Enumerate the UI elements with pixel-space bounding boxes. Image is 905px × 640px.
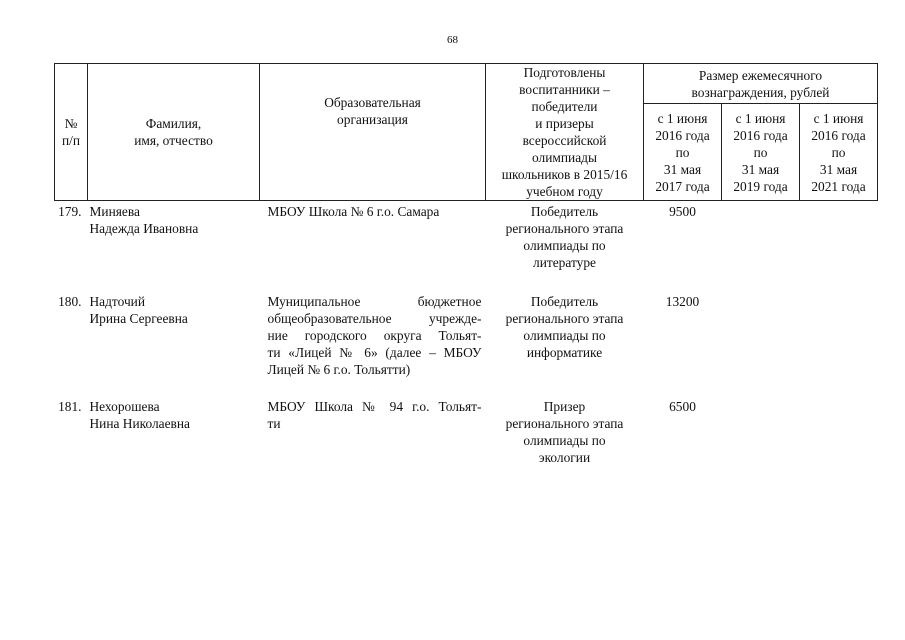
row-number: 180. [58, 293, 82, 309]
row-amount-2021 [800, 396, 878, 476]
row-organization: Муниципальное бюджетное общеобразовательное учрежде- ние городского округа Тольят- ти «Лицей № 6» (далее – МБОУ Лицей № 6 г.о. Тольятти) [267, 293, 482, 377]
row-achievement: Победитель регионального этапа олимпиады по литературе [505, 204, 624, 270]
row-number: 179. [58, 204, 82, 219]
row-amount-2019 [722, 396, 800, 476]
table-row [55, 291, 878, 396]
row-organization: МБОУ Школа № 94 г.о. Тольят- ти [267, 398, 482, 431]
row-amount-2017: 9500 [669, 204, 696, 219]
header-period-2019: с 1 июня 2016 года по 31 мая 2019 года [722, 104, 800, 201]
header-period-2021: с 1 июня 2016 года по 31 мая 2021 года [800, 104, 878, 201]
row-amount-2017: 13200 [665, 293, 700, 309]
table-row [55, 201, 878, 291]
row-amount-2019 [722, 201, 800, 291]
table-row [55, 396, 878, 476]
award-table [54, 63, 878, 476]
row-organization: МБОУ Школа № 6 г.о. Самара [267, 204, 440, 219]
header-name: Фамилия, имя, отчество [88, 64, 260, 201]
row-number: 181. [58, 398, 82, 414]
header-organization: Образовательная организация [260, 64, 486, 201]
header-achievement: Подготовлены воспитанники – победители и призеры всероссийской олимпиады школьников в 2015/16 учебном году [486, 64, 644, 201]
header-period-2017: с 1 июня 2016 года по 31 мая 2017 года [644, 104, 722, 201]
row-full-name: Миняева Надежда Ивановна [89, 204, 199, 236]
row-amount-2021 [800, 201, 878, 291]
page-number: 68 [447, 34, 458, 46]
row-full-name: Надточий Ирина Сергеевна [89, 293, 188, 326]
row-amount-2021 [800, 291, 878, 396]
row-full-name: Нехорошева Нина Николаевна [89, 398, 190, 431]
row-achievement: Победитель регионального этапа олимпиады по информатике [505, 293, 624, 360]
header-num: № п/п [55, 64, 88, 201]
row-amount-2019 [722, 291, 800, 396]
row-amount-2017: 6500 [669, 398, 696, 414]
row-achievement: Призер регионального этапа олимпиады по экологии [505, 398, 624, 465]
header-award-group: Размер ежемесячного вознаграждения, рублей [644, 64, 878, 104]
